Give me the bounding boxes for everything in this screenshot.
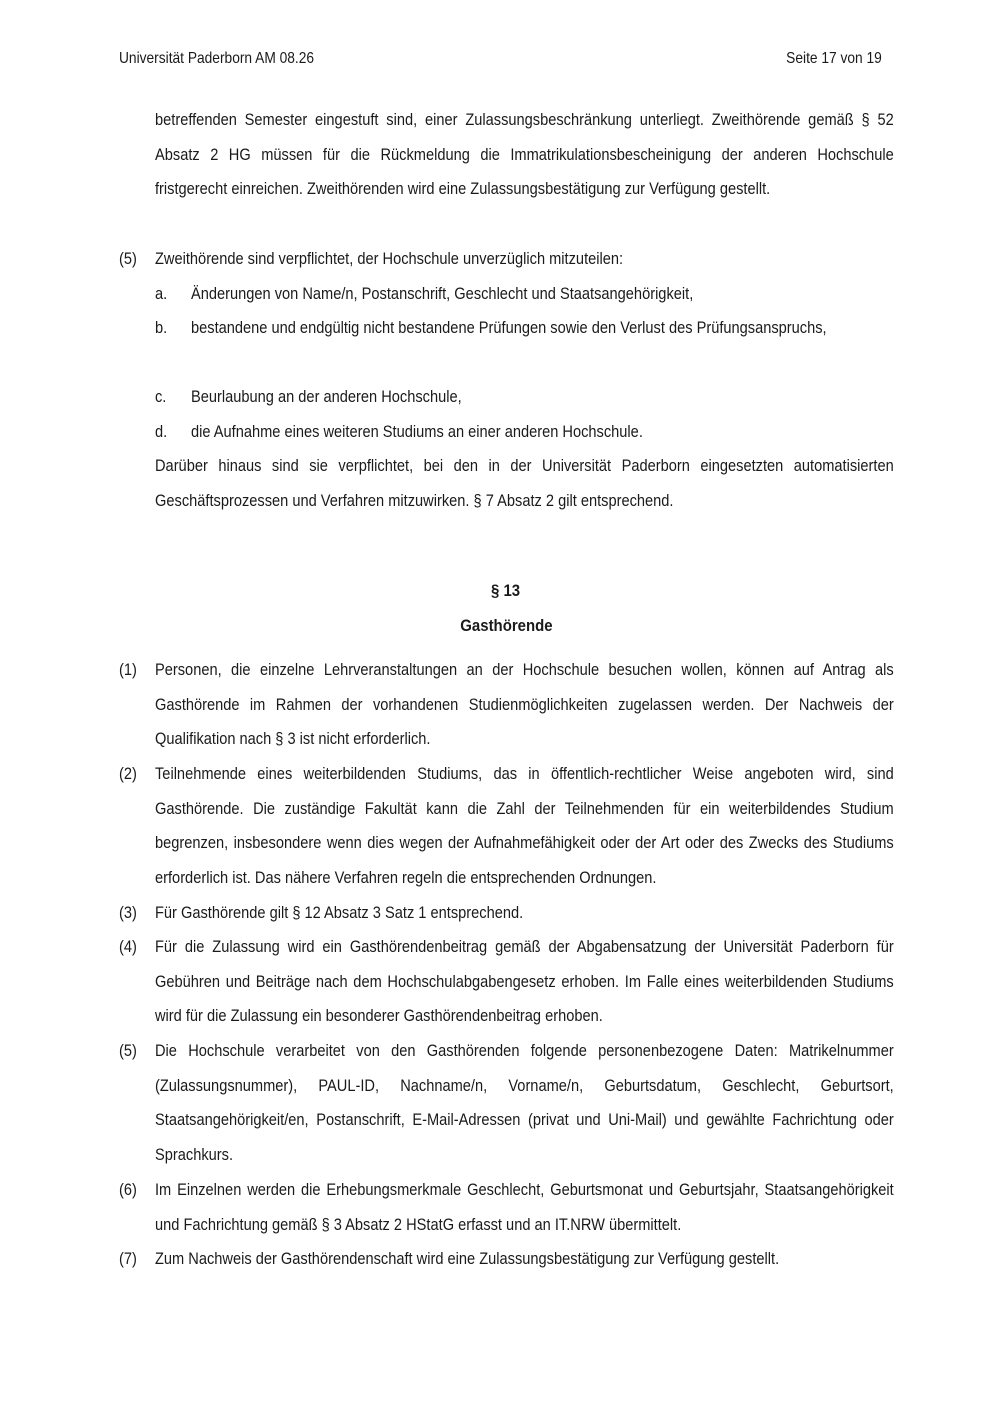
section-title: Gasthörende: [459, 616, 553, 635]
paragraph-text: Für die Zulassung wird ein Gasthörendenbeitrag gemäß der Abgabensatzung der Universität Paderborn für Gebühren und Beiträge nach dem Hochschulabgabengesetz erhoben. Im Falle eines weiterbildenden Studiums wird für die Zulassung ein besonderer Gasthörendenbeitrag erhoben.: [155, 937, 894, 1026]
paragraph-number: (7): [119, 1249, 137, 1268]
paragraph-number: (5): [119, 1041, 137, 1060]
paragraph-number: (2): [119, 764, 137, 783]
list-item-letter: c.: [155, 387, 167, 406]
paragraph-text: Die Hochschule verarbeitet von den Gasthörenden folgende personenbezogene Daten: Matrikelnummer (Zulassungsnummer), PAUL-ID, Nachname/n, Vorname/n, Geburtsdatum, Geschlecht, Geburtsort, Staatsangehörigkeit/en, Postanschrift, E-Mail-Adressen (privat und Uni-Mail) und gewählte Fachrichtung oder Sprachkurs.: [155, 1041, 894, 1164]
paragraph-text: Im Einzelnen werden die Erhebungsmerkmale Geschlecht, Geburtsmonat und Geburtsjahr, Staatsangehörigkeit und Fachrichtung gemäß § 3 Absatz 2 HStatG erfasst und an IT.NRW übermittelt.: [155, 1180, 894, 1234]
list-item-letter: a.: [155, 284, 168, 303]
list-item-text: bestandene und endgültig nicht bestandene Prüfungen sowie den Verlust des Prüfungsanspruchs,: [191, 318, 827, 337]
paragraph-text: Personen, die einzelne Lehrveranstaltungen an der Hochschule besuchen wollen, können auf Antrag als Gasthörende im Rahmen der vorhandenen Studienmöglichkeiten zugelassen werden. Der Nachweis der Qualifikation nach § 3 ist nicht erforderlich.: [155, 660, 894, 749]
paragraph-number: (4): [119, 937, 137, 956]
list-item-letter: d.: [155, 422, 168, 441]
list-item-text: die Aufnahme eines weiteren Studiums an einer anderen Hochschule.: [191, 422, 643, 441]
section-number: § 13: [491, 581, 521, 600]
list-item-text: Beurlaubung an der anderen Hochschule,: [191, 387, 462, 406]
list-item-letter: b.: [155, 318, 168, 337]
paragraph-intro: Zweithörende sind verpflichtet, der Hochschule unverzüglich mitzuteilen:: [155, 249, 624, 268]
paragraph-text: Für Gasthörende gilt § 12 Absatz 3 Satz 1 entsprechend.: [155, 903, 524, 922]
paragraph-outro: Darüber hinaus sind sie verpflichtet, bei den in der Universität Paderborn eingesetzten automatisierten Geschäftsprozessen und Verfahren mitzuwirken. § 7 Absatz 2 gilt entsprechend.: [155, 456, 894, 510]
header-page-number: Seite 17 von 19: [786, 50, 882, 67]
header-document-id: Universität Paderborn AM 08.26: [119, 50, 315, 67]
continuation-paragraph: betreffenden Semester eingestuft sind, einer Zulassungsbeschränkung unterliegt. Zweithörende gemäß § 52 Absatz 2 HG müssen für die Rückmeldung die Immatrikulationsbescheinigung der anderen Hochschule fristgerecht einreichen. Zweithörenden wird eine Zulassungsbestätigung zur Verfügung gestellt.: [155, 110, 894, 199]
paragraph-text: Teilnehmende eines weiterbildenden Studiums, das in öffentlich-rechtlicher Weise angeboten wird, sind Gasthörende. Die zuständige Fakultät kann die Zahl der Teilnehmenden für ein weiterbildendes Studium begrenzen, insbesondere wenn dies wegen der Aufnahmefähigkeit oder der Art oder des Zwecks des Studiums erforderlich ist. Das nähere Verfahren regeln die entsprechenden Ordnungen.: [155, 764, 894, 887]
paragraph-text: Zum Nachweis der Gasthörendenschaft wird eine Zulassungsbestätigung zur Verfügung gestellt.: [155, 1249, 780, 1268]
paragraph-number: (3): [119, 903, 137, 922]
page-header: [119, 48, 882, 70]
list-item-text: Änderungen von Name/n, Postanschrift, Geschlecht und Staatsangehörigkeit,: [191, 284, 694, 303]
paragraph-number: (5): [119, 249, 137, 268]
paragraph-number: (1): [119, 660, 137, 679]
paragraph-number: (6): [119, 1180, 137, 1199]
